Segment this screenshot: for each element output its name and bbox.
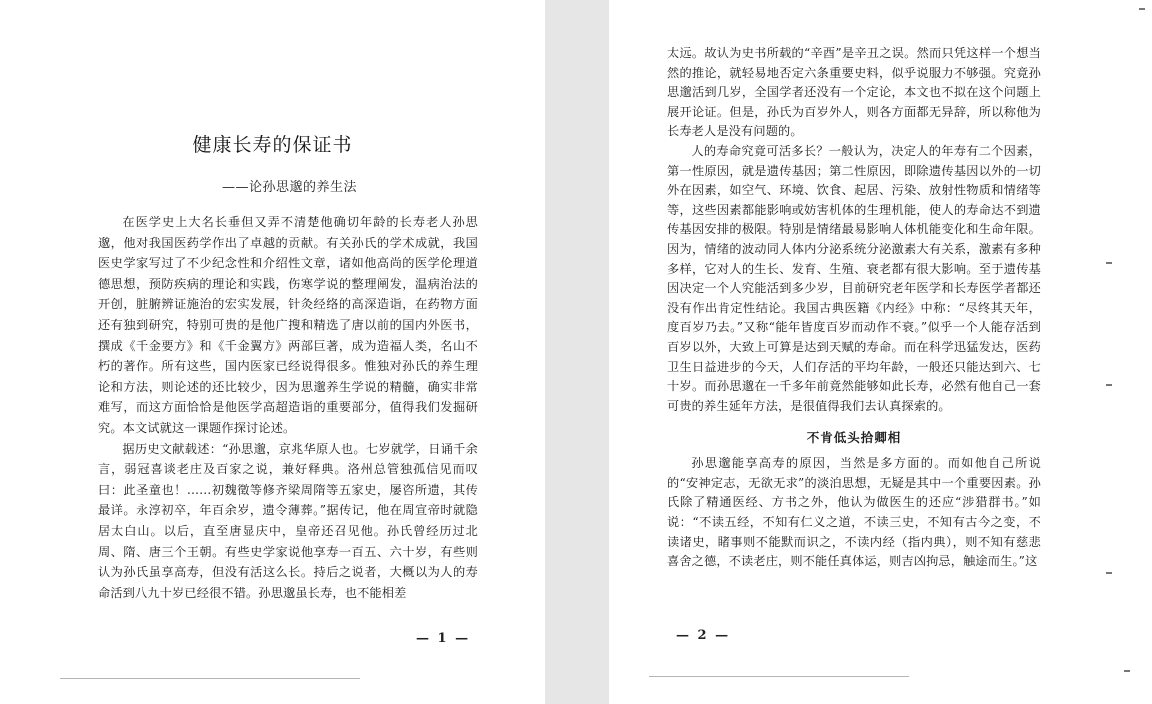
left-page xyxy=(0,0,545,704)
article-title: 健康长寿的保证书 xyxy=(192,134,353,156)
scan-artifact-line xyxy=(649,676,909,677)
right-body-text xyxy=(667,44,1041,572)
section-heading: 不肯低头拾卿相 xyxy=(806,430,902,446)
paragraph: 据历史文献载述：“孙思邈，京兆华原人也。七岁就学，日诵千余言，弱冠喜谈老庄及百家之说，兼好释典。洛州总管独孤信见而叹曰：此圣童也！……初魏徵等修齐梁周隋等五家史，屡咨所遗，其传最详。永淳初卒，年百余岁，遗令薄葬。”据传记，他在周宣帝时就隐居太白山。以后，直至唐显庆中，皇帝还召见他。孙氏曾经历过北周、隋、唐三个王朝。有些史学家说他享寿一百五、六十岁，有些则认为孙氏虽享高寿，但没有活这么长。持后之说者，大概以为人的寿命活到八九十岁已经很不错。孙思邈虽长寿，也不能相差 xyxy=(98,441,478,600)
page-number: — 2 — xyxy=(676,628,731,643)
page-gutter xyxy=(545,0,609,704)
scan-mark xyxy=(1106,572,1112,574)
right-page xyxy=(609,0,1152,704)
scan-mark xyxy=(1139,8,1145,10)
paragraph: 太远。故认为史书所载的“辛酉”是辛丑之误。然而只凭这样一个想当然的推论，就轻易地否定六条重要史料，似乎说服力不够强。究竟孙思邈活到几岁，全国学者还没有一个定论，本文也不拟在这个问题上展开论证。但是，孙氏为百岁外人，则各方面都无异辞，所以称他为长寿老人是没有问题的。 xyxy=(667,46,1041,139)
page-number: — 1 — xyxy=(416,631,471,646)
scan-artifact-line xyxy=(60,678,360,679)
article-subtitle: ——论孙思邈的养生法 xyxy=(222,180,358,195)
paragraph: 人的寿命究竟可活多长？一般认为，决定人的年寿有二个因素，第一性原因，就是遗传基因；第二性原因，即除遗传基因以外的一切外在因素，如空气、环境、饮食、起居、污染、放射性物质和情绪等等，这些因素都能影响或妨害机体的生理机能，使人的寿命达不到遗传基因安排的极限。特别是情绪最易影响人体机能变化和生命年限。因为，情绪的波动同人体内分泌系统分泌激素大有关系，激素有多种多样，它对人的生长、发育、生殖、衰老都有很大影响。至于遗传基因决定一个人究能活到多少岁，目前研究老年医学和长寿医学者都还没有作出肯定性结论。我国古典医籍《内经》中称：“尽终其天年，度百岁乃去。”又称“能年皆度百岁而动作不衰。”似乎一个人能存活到百岁以外，大致上可算是达到天赋的寿命。而在科学迅猛发达，医药卫生日益进步的今天，人们存活的平均年龄，一般还只能达到六、七十岁。而孙思邈在一千多年前竟然能够如此长寿，必然有他自己一套可贵的养生延年方法，是很值得我们去认真探索的。 xyxy=(667,143,1041,413)
left-body-text xyxy=(98,212,478,603)
scan-mark xyxy=(1124,670,1130,672)
scan-mark xyxy=(1106,262,1112,264)
paragraph: 孙思邈能享高寿的原因，当然是多方面的。而如他自己所说的“安神定志，无欲无求”的淡泊思想，无疑是其中一个重要因素。孙氏除了精通医经、方书之外，他认为做医生的还应“涉猎群书。”如说：“不读五经，不知有仁义之道，不读三史，不知有古今之变，不读诸史，睹事则不能默而识之，不读内经（指内典），则不知有慈悲喜舍之德，不读老庄，则不能任真体运，则吉凶拘忌，触途而生。”这 xyxy=(667,456,1041,569)
scan-mark xyxy=(1106,384,1112,386)
paragraph: 在医学史上大名长垂但又弄不清楚他确切年龄的长寿老人孙思邈，他对我国医药学作出了卓越的贡献。有关孙氏的学术成就，我国医史学家写过了不少纪念性和介绍性文章，诸如他高尚的医学伦理道德思想，预防疾病的理论和实践，伤寒学说的整理阐发，温病治法的开创，脏腑辨证施治的宏实发展，针灸经络的高深造诣，在药物方面还有独到研究，特别可贵的是他广搜和精选了唐以前的国内外医书，撰成《千金要方》和《千金翼方》两部巨著，成为造福人类，名山不朽的著作。所有这些，国内医家已经说得很多。惟独对孙氏的养生理论和方法，则论述的还比较少，因为思邈养生学说的精髓，确实非常难写，而这方面恰恰是他医学高超造诣的重要部分，值得我们发掘研究。本文试就这一课题作探讨论述。 xyxy=(98,215,478,435)
